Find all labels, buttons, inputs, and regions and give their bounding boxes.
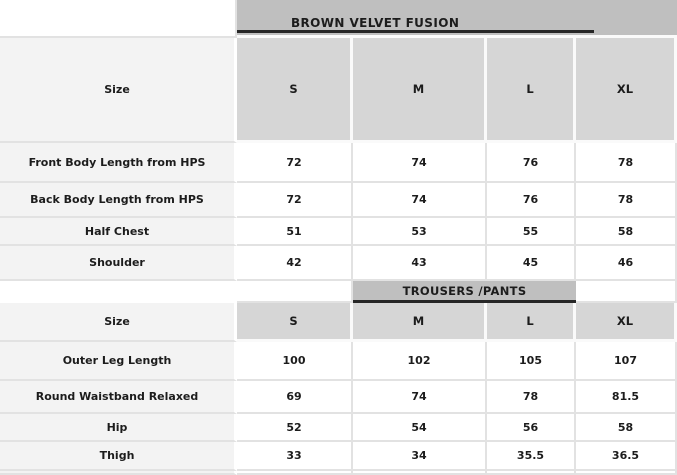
chart-title: BROWN VELVET FUSION xyxy=(291,16,460,30)
value-cell: 34 xyxy=(353,442,487,471)
row-label: Outer Leg Length xyxy=(0,342,237,381)
value-cell: 58 xyxy=(576,218,677,246)
garment-size-header-m: M xyxy=(353,38,487,143)
value-cell: 46 xyxy=(576,246,677,281)
row-label: Round Waistband Relaxed xyxy=(0,381,237,414)
value-cell: 58 xyxy=(576,414,677,442)
trousers-size-header-s: S xyxy=(237,303,353,342)
garment-size-label: Size xyxy=(0,38,237,143)
value-cell: 35.5 xyxy=(487,442,576,471)
value-cell: 36.5 xyxy=(576,442,677,471)
row-label: Shoulder xyxy=(0,246,237,281)
value-cell: 51 xyxy=(237,218,353,246)
partial-row-cell xyxy=(237,471,353,475)
row-label: Thigh xyxy=(0,442,237,471)
row-label: Front Body Length from HPS xyxy=(0,143,237,183)
value-cell: 72 xyxy=(237,183,353,218)
trousers-size-header-xl: XL xyxy=(576,303,677,342)
garment-size-header-xl: XL xyxy=(576,38,677,143)
value-cell: 102 xyxy=(353,342,487,381)
value-cell: 42 xyxy=(237,246,353,281)
value-cell: 45 xyxy=(487,246,576,281)
title-underline xyxy=(237,30,594,33)
value-cell: 33 xyxy=(237,442,353,471)
row-label: Back Body Length from HPS xyxy=(0,183,237,218)
trousers-size-label: Size xyxy=(0,303,237,342)
row-label: Hip xyxy=(0,414,237,442)
value-cell: 76 xyxy=(487,143,576,183)
partial-row-cell xyxy=(576,471,677,475)
value-cell: 55 xyxy=(487,218,576,246)
value-cell: 100 xyxy=(237,342,353,381)
value-cell: 43 xyxy=(353,246,487,281)
empty-cell xyxy=(576,281,677,303)
value-cell: 78 xyxy=(576,183,677,218)
trousers-size-header-m: M xyxy=(353,303,487,342)
value-cell: 69 xyxy=(237,381,353,414)
row-label: Half Chest xyxy=(0,218,237,246)
value-cell: 78 xyxy=(576,143,677,183)
empty-corner-cell xyxy=(0,0,237,38)
value-cell: 52 xyxy=(237,414,353,442)
value-cell: 74 xyxy=(353,381,487,414)
trousers-size-header-l: L xyxy=(487,303,576,342)
partial-row-cell xyxy=(353,471,487,475)
empty-cell xyxy=(0,281,237,303)
value-cell: 78 xyxy=(487,381,576,414)
trousers-section-header: TROUSERS /PANTS xyxy=(353,281,576,303)
chart-title-band xyxy=(237,0,677,38)
partial-row-label-cell xyxy=(0,471,237,475)
value-cell: 105 xyxy=(487,342,576,381)
partial-row-cell xyxy=(487,471,576,475)
value-cell: 53 xyxy=(353,218,487,246)
value-cell: 54 xyxy=(353,414,487,442)
value-cell: 74 xyxy=(353,183,487,218)
value-cell: 56 xyxy=(487,414,576,442)
value-cell: 107 xyxy=(576,342,677,381)
value-cell: 76 xyxy=(487,183,576,218)
empty-cell xyxy=(237,281,353,303)
value-cell: 72 xyxy=(237,143,353,183)
value-cell: 81.5 xyxy=(576,381,677,414)
garment-size-header-l: L xyxy=(487,38,576,143)
garment-size-header-s: S xyxy=(237,38,353,143)
value-cell: 74 xyxy=(353,143,487,183)
